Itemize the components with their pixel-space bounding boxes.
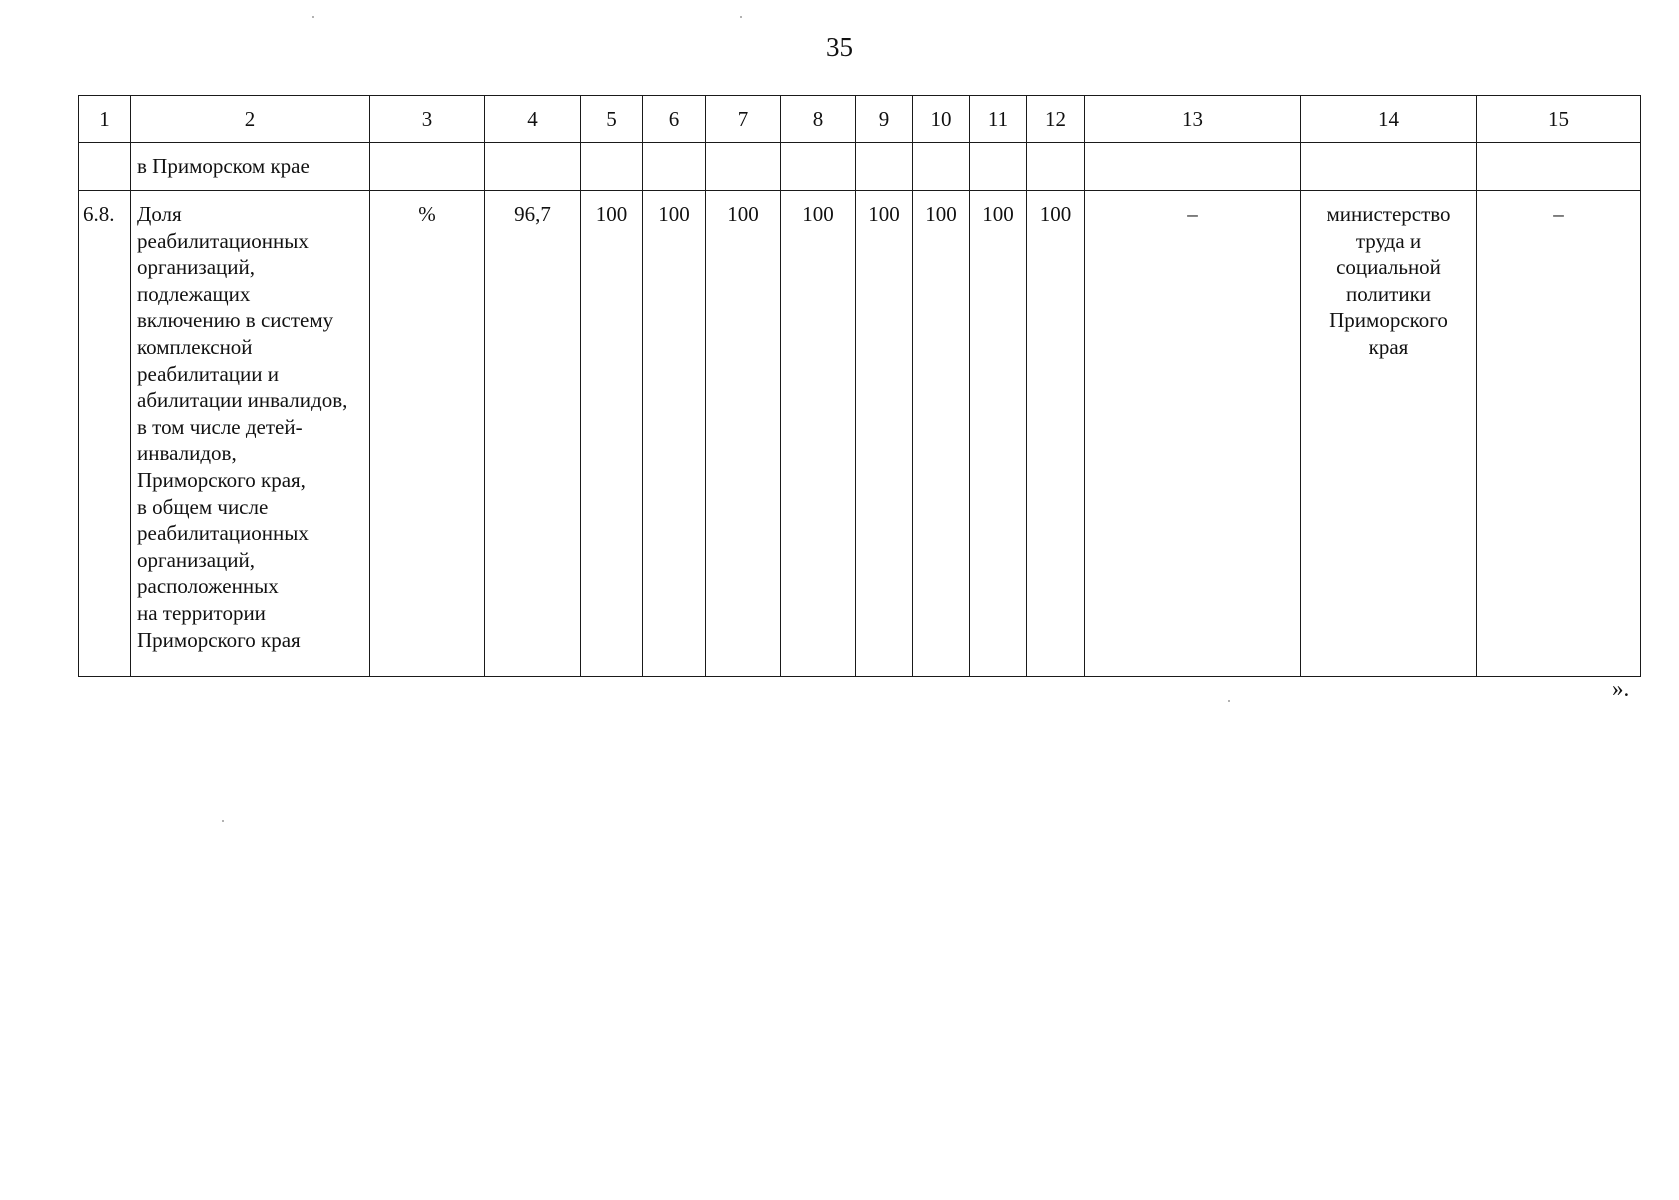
header-cell: 13 [1085, 96, 1301, 143]
scan-speck [740, 16, 742, 18]
header-cell: 12 [1027, 96, 1085, 143]
header-cell: 1 [79, 96, 131, 143]
table-cell [581, 143, 643, 191]
header-cell: 5 [581, 96, 643, 143]
header-cell: 10 [913, 96, 970, 143]
header-cell: 6 [643, 96, 706, 143]
value-cell: 100 [781, 191, 856, 677]
value-cell: 100 [970, 191, 1027, 677]
header-cell: 14 [1301, 96, 1477, 143]
header-cell: 2 [131, 96, 370, 143]
header-cell: 9 [856, 96, 913, 143]
header-cell: 7 [706, 96, 781, 143]
col15-cell: – [1477, 191, 1641, 677]
table-cell [643, 143, 706, 191]
scan-speck [1228, 700, 1230, 702]
value-cell: 100 [643, 191, 706, 677]
table-cell [1085, 143, 1301, 191]
scan-speck [312, 16, 314, 18]
table-cell [1301, 143, 1477, 191]
value-cell: 100 [1027, 191, 1085, 677]
table-cell [79, 143, 131, 191]
indicator-name: Доля реабилитационных организаций, подлежащих включению в систему комплексной реабилитации и абилитации инвалидов, в том числе детей- инвалидов, Приморского края, в общем числе реабилитационных организаций, расположенных на территории Приморского края [131, 191, 370, 677]
col13-cell: – [1085, 191, 1301, 677]
table-cell [1027, 143, 1085, 191]
table-cell [781, 143, 856, 191]
table-cell [970, 143, 1027, 191]
header-cell: 8 [781, 96, 856, 143]
header-cell: 4 [485, 96, 581, 143]
table-row [79, 191, 1641, 677]
indicators-table [78, 95, 1641, 677]
header-cell: 11 [970, 96, 1027, 143]
table-header-row [79, 96, 1641, 143]
value-cell: 100 [706, 191, 781, 677]
table-cell [856, 143, 913, 191]
responsible-executor: министерство труда и социальной политики Приморского края [1301, 191, 1477, 677]
table-cell [370, 143, 485, 191]
table-cell [485, 143, 581, 191]
header-cell: 15 [1477, 96, 1641, 143]
table-cell [706, 143, 781, 191]
closing-quote: ». [1612, 676, 1630, 701]
header-cell: 3 [370, 96, 485, 143]
table-cell [1477, 143, 1641, 191]
value-cell: 100 [913, 191, 970, 677]
value-cell: 100 [581, 191, 643, 677]
value-cell: 100 [856, 191, 913, 677]
value-cell: 96,7 [485, 191, 581, 677]
continuation-text: в Приморском крае [131, 143, 370, 191]
scan-speck [222, 820, 224, 822]
unit-cell: % [370, 191, 485, 677]
page-number: 35 [826, 32, 853, 62]
row-number: 6.8. [79, 191, 131, 677]
table-cell [913, 143, 970, 191]
continuation-row [79, 143, 1641, 191]
